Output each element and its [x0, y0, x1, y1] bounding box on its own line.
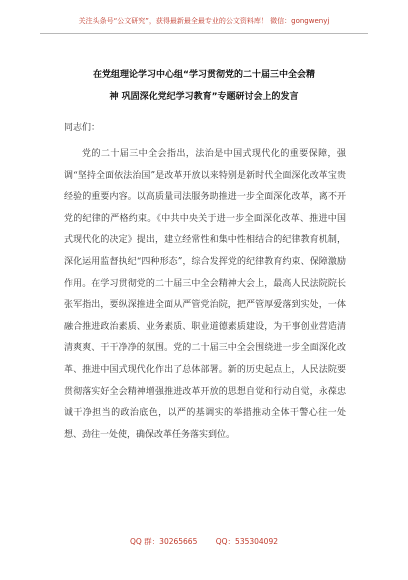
- body-paragraph: 党的二十届三中全会指出，法治是中国式现代化的重要保障，强调“坚持全面依法治国”是改革开放以来特别是新时代全面深化改革宝贵经验的重要内容。以高质量司法服务助推进一步全面深化改革，离不开党的纪律的严格约束。《中共中央关于进一步全面深化改革、推进中国式现代化的决定》提出，建立经常性和集中性相结合的纪律教育机制，深化运用监督执纪“四种形态”，综合发挥党的纪律教育约束、保障激励作用。在学习贯彻党的二十届三中全会精神大会上，最高人民法院院长张军指出，要纵深推进全面从严管党治院，把严管厚爱落到实处，一体融合推进政治素质、业务素质、职业道德素质建设，为干事创业营造清清爽爽、干干净净的氛围。党的二十届三中全会围绕进一步全面深化改革、推进中国式现代化作出了总体部署。新的历史起点上，人民法院要贯彻落实好全会精神增强推进改革开放的思想自觉和行动自觉，永葆忠诚干净担当的政治底色，以严的基调实的举措推动全体干警心往一处想、劲往一处使，确保改革任务落实到位。: [64, 149, 346, 440]
- salutation: 同志们：: [64, 123, 101, 133]
- footer-qq-group: QQ 群：30265665: [129, 537, 198, 546]
- header-divider: [40, 33, 368, 34]
- footer-qq: QQ：535304092: [215, 537, 279, 546]
- header-note: 关注头条号“公文研究”，获得最新最全最专业的公文资料库！ 微信：gongwenyj: [78, 17, 330, 25]
- title-line-1: 在党组理论学习中心组“学习贯彻党的二十届三中全会精: [93, 70, 315, 80]
- title-line-2: 神 巩固深化党纪学习教育”专题研讨会上的发言: [109, 92, 299, 102]
- document-title: [60, 64, 348, 108]
- footer-contact: [40, 536, 368, 548]
